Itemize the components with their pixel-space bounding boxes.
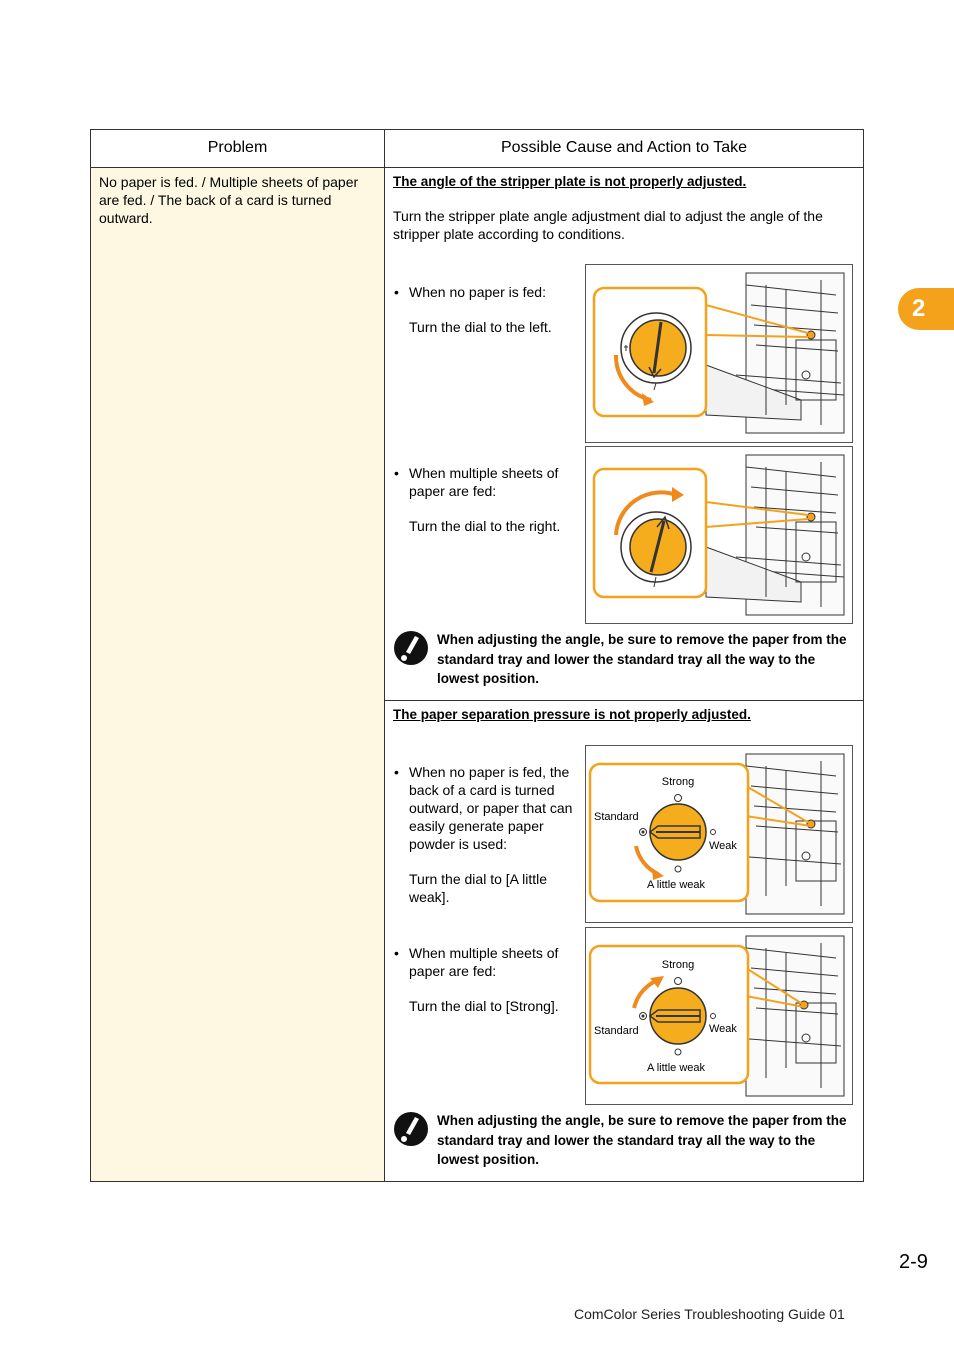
dial-left-illustration — [585, 264, 853, 443]
section2-item-2: • When multiple sheets of paper are fed: Turn the dial to [Strong]. — [409, 944, 594, 1015]
cause-cell-stripper-plate — [384, 167, 864, 701]
caution-icon — [393, 1111, 429, 1147]
pressure-weak-illustration — [585, 745, 853, 923]
caution-icon — [393, 630, 429, 666]
dial-label-standard: Standard — [594, 811, 639, 823]
section2-item-2-action: Turn the dial to [Strong]. — [409, 998, 559, 1014]
dial-label-strong: Strong — [661, 776, 695, 788]
section2-heading: The paper separation pressure is not properly adjusted. — [393, 707, 751, 722]
section2-item-1-action: Turn the dial to [A little weak]. — [409, 871, 547, 905]
dial-label-weak: Weak — [709, 840, 737, 852]
dial-label-little-weak: A little weak — [646, 1062, 706, 1074]
section1-intro: Turn the stripper plate angle adjustment dial to adjust the angle of the stripper plate according to conditions. — [393, 208, 823, 242]
dial-label-strong: Strong — [661, 959, 695, 971]
dial-label-weak: Weak — [709, 1023, 737, 1035]
section1-item-1-bullet: When no paper is fed: — [409, 284, 546, 300]
section1-heading: The angle of the stripper plate is not properly adjusted. — [393, 174, 747, 189]
chapter-number: 2 — [912, 295, 926, 322]
problem-cell — [90, 167, 385, 1182]
troubleshooting-table — [90, 129, 864, 1182]
page-number: 2-9 — [899, 1251, 928, 1273]
section1-item-1: • When no paper is fed: Turn the dial to the left. — [409, 283, 594, 336]
section2-item-1-bullet: When no paper is fed, the back of a card is turned outward, or paper that can easily generate paper powder is used: — [409, 764, 573, 852]
section1-item-2-bullet: When multiple sheets of paper are fed: — [409, 465, 559, 499]
dial-right-illustration — [585, 446, 853, 624]
section1-item-2: • When multiple sheets of paper are fed: Turn the dial to the right. — [409, 464, 594, 535]
footer-text: ComColor Series Troubleshooting Guide 01 — [574, 1306, 845, 1322]
section2-caution-text: When adjusting the angle, be sure to remove the paper from the standard tray and lower the standard tray all the way to the lowest position. — [437, 1113, 847, 1167]
section2-item-1: • When no paper is fed, the back of a card is turned outward, or paper that can easily generate paper powder is used: Turn the dial to [A little weak]. — [409, 763, 579, 906]
header-problem — [90, 129, 385, 168]
cause-cell-separation-pressure — [384, 700, 864, 1182]
dial-label-standard: Standard — [594, 1025, 639, 1037]
problem-text: No paper is fed. / Multiple sheets of paper are fed. / The back of a card is turned outward. — [99, 174, 359, 226]
pressure-strong-illustration — [585, 927, 853, 1105]
section1-item-1-action: Turn the dial to the left. — [409, 319, 552, 335]
section2-item-2-bullet: When multiple sheets of paper are fed: — [409, 945, 559, 979]
header-cause — [384, 129, 864, 168]
section1-caution — [393, 630, 863, 689]
dial-label-little-weak: A little weak — [646, 879, 706, 891]
section1-item-2-action: Turn the dial to the right. — [409, 518, 561, 534]
section1-caution-text: When adjusting the angle, be sure to remove the paper from the standard tray and lower the standard tray all the way to the lowest position. — [437, 632, 847, 686]
header-problem-label: Problem — [207, 139, 268, 156]
chapter-tab[interactable] — [898, 288, 954, 330]
header-cause-label: Possible Cause and Action to Take — [500, 139, 748, 156]
section2-caution — [393, 1111, 863, 1170]
